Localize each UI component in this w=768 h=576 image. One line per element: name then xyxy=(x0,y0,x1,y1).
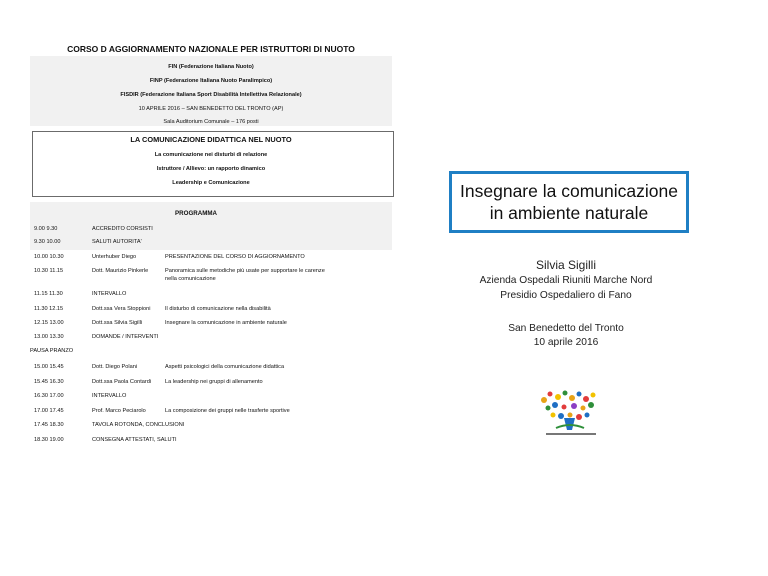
row-activity: SALUTI AUTORITA' xyxy=(92,239,142,245)
speaker-name: Silvia Sigilli xyxy=(535,258,597,272)
row-activity: CONSEGNA ATTESTATI, SALUTI xyxy=(92,437,177,443)
row-topic: Insegnare la comunicazione in ambiente naturale xyxy=(165,320,287,326)
row-time: 10.30 11.15 xyxy=(34,268,64,274)
organization-site: Presidio Ospedaliero di Fano xyxy=(500,290,632,301)
row-speaker: Dott.ssa Silvia Sigilli xyxy=(92,320,143,326)
date-place: 10 APRILE 2016 – SAN BENEDETTO DEL TRONTO (AP) xyxy=(138,106,284,112)
row-speaker: Dott. Diego Polani xyxy=(92,364,138,370)
row-speaker: Dott.ssa Vera Stoppioni xyxy=(92,306,151,312)
row-time: 17.00 17.45 xyxy=(34,408,64,414)
row-time: 16.30 17.00 xyxy=(34,393,64,399)
row-time: 9.30 10.00 xyxy=(34,239,61,245)
organization: Azienda Ospedali Riuniti Marche Nord xyxy=(479,275,653,286)
fin-line: FIN (Federazione Italiana Nuoto) xyxy=(168,64,254,70)
row-topic: La composizione dei gruppi nelle trasferte sportive xyxy=(165,408,290,414)
row-time: 13.00 13.30 xyxy=(34,334,64,340)
row-time: 11.30 12.15 xyxy=(34,306,64,312)
theme-item: Leadership e Comunicazione xyxy=(172,180,250,186)
row-time: 9.00 9.30 xyxy=(34,226,58,232)
row-topic: Panoramica sulle metodiche più usate per supportare le carenze xyxy=(165,268,325,274)
event-logo-icon xyxy=(534,388,608,438)
talk-title-line2: in ambiente naturale xyxy=(489,203,649,223)
theme-item: Istruttore / Allievo: un rapporto dinamico xyxy=(156,166,266,172)
talk-title-line1: Insegnare la comunicazione xyxy=(460,181,678,201)
program-title: PROGRAMMA xyxy=(175,210,217,217)
row-topic-line2: nella comunicazione xyxy=(165,276,216,282)
row-speaker: Dott.ssa Paola Contardi xyxy=(92,379,152,385)
row-activity: TAVOLA ROTONDA, CONCLUSIONI xyxy=(92,422,185,428)
row-speaker: Prof. Marco Peciarolo xyxy=(92,408,146,414)
row-time: 17.45 18.30 xyxy=(34,422,64,428)
row-speaker: Unterhuber Diego xyxy=(92,254,137,260)
row-activity: DOMANDE / INTERVENTI xyxy=(92,334,159,340)
row-time: 18.30 19.00 xyxy=(34,437,64,443)
event-date: 10 aprile 2016 xyxy=(533,337,599,348)
row-time: 10.00 10.30 xyxy=(34,254,64,260)
row-time: 15.00 15.45 xyxy=(34,364,64,370)
row-topic: PRESENTAZIONE DEL CORSO DI AGGIORNAMENTO xyxy=(165,254,305,260)
row-activity: ACCREDITO CORSISTI xyxy=(92,226,153,232)
row-time: 12.15 13.00 xyxy=(34,320,64,326)
event-place: San Benedetto del Tronto xyxy=(508,323,624,334)
venue: Sala Auditorium Comunale – 176 posti xyxy=(163,119,259,125)
row-time: 15.45 16.30 xyxy=(34,379,64,385)
row-speaker: Dott. Maurizio Pinkerle xyxy=(92,268,149,274)
theme-title: LA COMUNICAZIONE DIDATTICA NEL NUOTO xyxy=(130,135,292,144)
row-activity: INTERVALLO xyxy=(92,393,127,399)
finp-line: FINP (Federazione Italiana Nuoto Paralimpico) xyxy=(149,78,273,84)
row-time: 11.15 11.30 xyxy=(34,291,63,297)
course-title: CORSO D AGGIORNAMENTO NAZIONALE PER ISTRUTTORI DI NUOTO xyxy=(67,44,355,54)
row-topic: Il disturbo di comunicazione nella disabilità xyxy=(165,306,271,312)
row-topic: La leadership nei gruppi di allenamento xyxy=(165,379,263,385)
theme-item: La comunicazione nei disturbi di relazione xyxy=(154,152,268,158)
lunch-break: PAUSA PRANZO xyxy=(30,348,74,354)
row-topic: Aspetti psicologici della comunicazione didattica xyxy=(165,364,285,370)
row-activity: INTERVALLO xyxy=(92,291,127,297)
fisdir-line: FISDIR (Federazione Italiana Sport Disabilità Intellettiva Relazionale) xyxy=(120,92,302,98)
talk-title-box xyxy=(449,171,689,233)
